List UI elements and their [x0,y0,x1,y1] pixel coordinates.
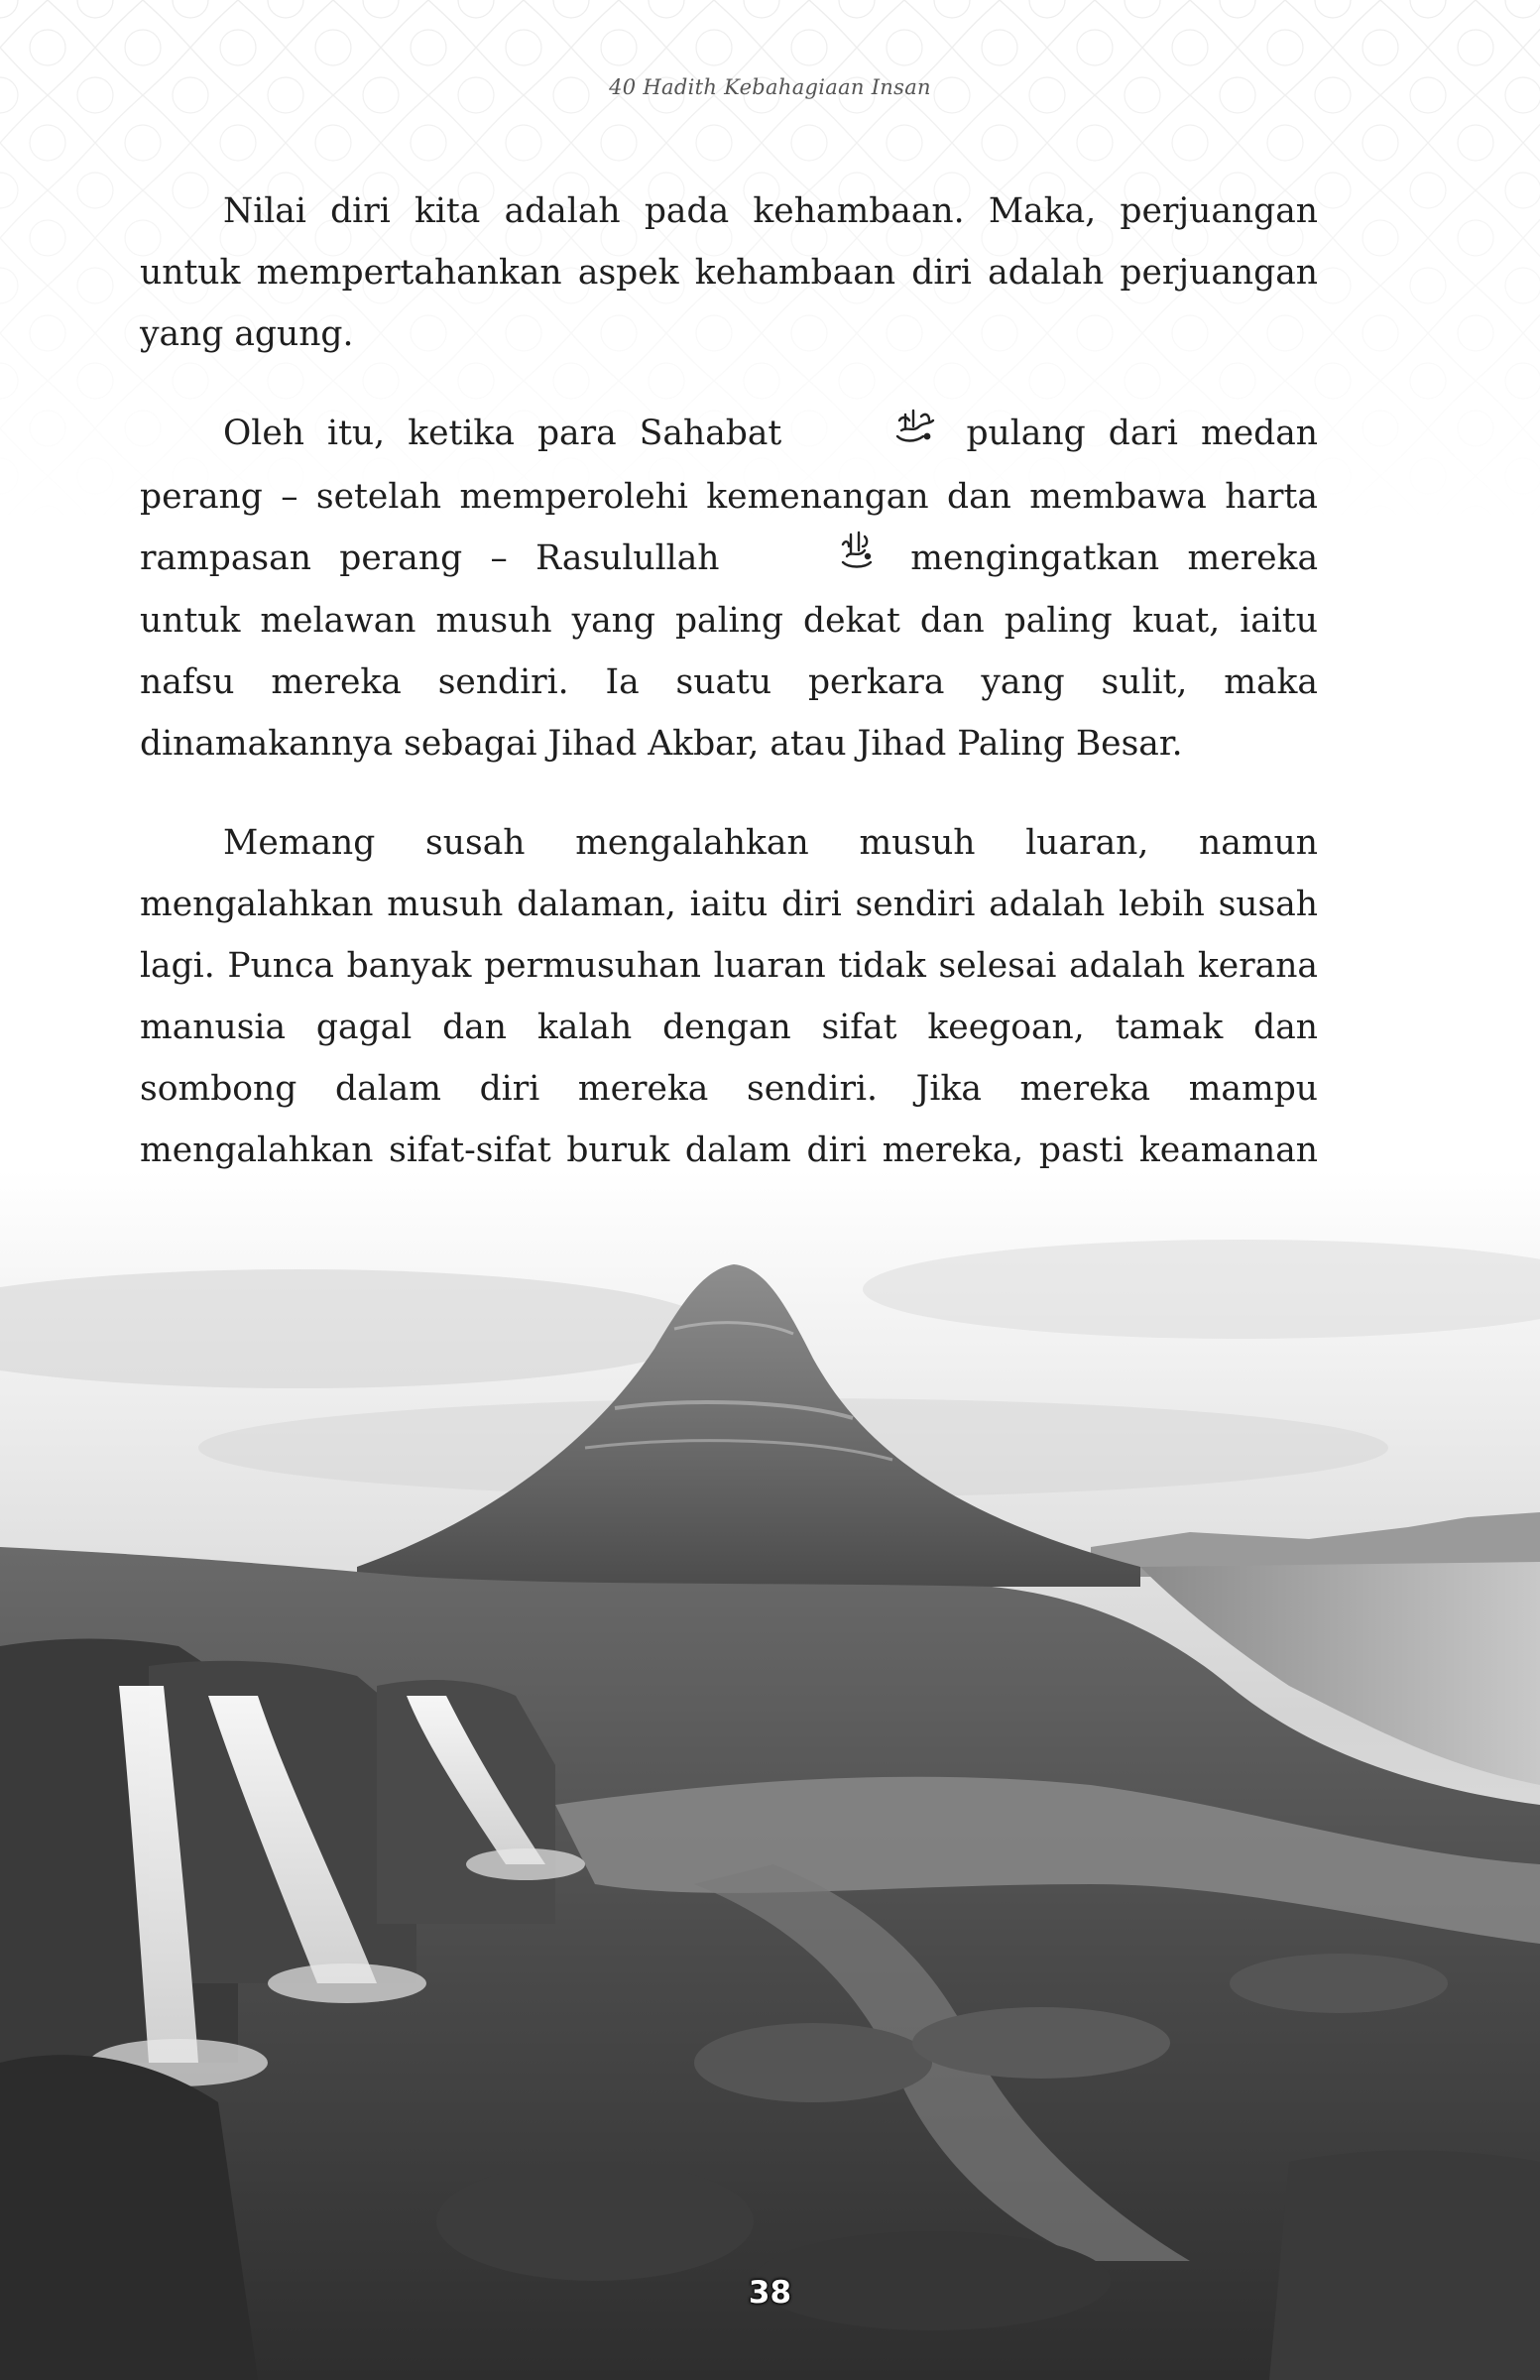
paragraph-1 [140,180,1318,365]
paragraph-2-part-1: Oleh itu, ketika para Sahabat [223,414,782,453]
paragraph-2 [140,403,1318,774]
salallahu-alaihi-wasallam-calligraphy-icon [754,529,877,590]
radiallahu-anhum-calligraphy-icon [810,405,937,466]
page-number: 38 [748,2275,792,2311]
running-header: 40 Hadith Kebahagiaan Insan [609,75,931,99]
paragraph-2-part-2: pulang dari medan perang – setelah memperolehi kemenangan dan membawa harta rampasan perang – Rasulullah [140,414,1319,578]
paragraph-1-line-2: mempertahankan aspek kehambaan diri adalah perjuangan yang agung. [140,253,1318,354]
body-text [140,180,1318,1280]
paragraph-1-line-1: Nilai diri kita adalah pada kehambaan. Maka, perjuangan untuk [140,191,1318,293]
paragraph-3: Memang susah mengalahkan musuh luaran, namun mengalahkan musuh dalaman, iaitu diri sendiri adalah lebih susah lagi. Punca banyak permusuhan luaran tidak selesai adalah kerana manusia gagal dan kalah dengan sifat keegoan, tamak dan sombong dalam diri mereka sendiri. Jika mereka mampu mengalahkan sifat-sifat buruk dalam diri mereka, pasti keamanan [140,823,1318,1170]
paragraph-2-part-3: mengingatkan mereka untuk melawan musuh yang paling dekat dan paling kuat, iaitu nafsu mereka sendiri. Ia suatu perkara yang sulit, maka dinamakannya sebagai Jihad Akbar, atau Jihad Paling Besar. [140,537,1319,764]
mountain-waterfall-landscape-icon [0,1170,1540,2380]
